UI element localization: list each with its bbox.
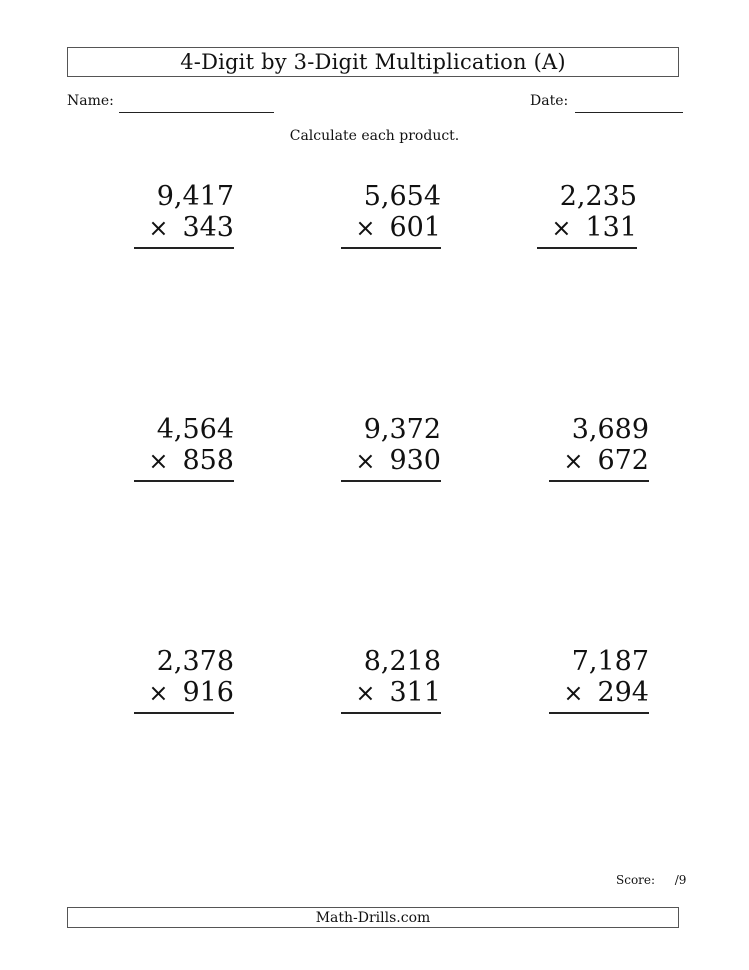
multiplier: 131	[585, 212, 637, 243]
problem-5	[331, 414, 441, 482]
multiplicand: 9,372	[363, 414, 441, 445]
answer-line[interactable]	[134, 247, 234, 249]
score-total: /9	[674, 873, 687, 887]
multiply-sign: ×	[148, 447, 169, 475]
name-field[interactable]	[119, 112, 274, 113]
multiplicand: 5,654	[363, 181, 441, 212]
multiply-sign: ×	[355, 447, 376, 475]
problem-7	[124, 646, 234, 714]
date-label: Date:	[530, 93, 569, 109]
answer-line[interactable]	[341, 247, 441, 249]
multiplier: 601	[389, 212, 441, 243]
answer-line[interactable]	[134, 480, 234, 482]
name-label: Name:	[67, 93, 114, 109]
multiplier: 930	[389, 445, 441, 476]
multiplicand: 8,218	[363, 646, 441, 677]
multiplier: 858	[182, 445, 234, 476]
answer-line[interactable]	[549, 480, 649, 482]
multiply-sign: ×	[148, 214, 169, 242]
multiplier: 294	[597, 677, 649, 708]
date-field[interactable]	[575, 112, 683, 113]
multiplicand: 2,378	[156, 646, 234, 677]
footer	[67, 907, 679, 928]
multiplicand: 4,564	[156, 414, 234, 445]
footer-text: Math-Drills.com	[315, 909, 431, 926]
multiply-sign: ×	[551, 214, 572, 242]
multiplier: 672	[597, 445, 649, 476]
problem-2	[331, 181, 441, 249]
problem-9	[539, 646, 649, 714]
answer-line[interactable]	[341, 480, 441, 482]
problem-1	[124, 181, 234, 249]
answer-line[interactable]	[537, 247, 637, 249]
worksheet-title-text: 4-Digit by 3-Digit Multiplication (A)	[180, 50, 566, 74]
multiplicand: 7,187	[571, 646, 649, 677]
score	[616, 873, 686, 887]
problem-4	[124, 414, 234, 482]
multiply-sign: ×	[563, 447, 584, 475]
answer-line[interactable]	[341, 712, 441, 714]
multiplier: 916	[182, 677, 234, 708]
multiplier: 343	[182, 212, 234, 243]
score-label: Score:	[616, 873, 656, 887]
problem-6	[539, 414, 649, 482]
multiplicand: 2,235	[559, 181, 637, 212]
answer-line[interactable]	[134, 712, 234, 714]
problem-8	[331, 646, 441, 714]
multiply-sign: ×	[563, 679, 584, 707]
problem-3	[527, 181, 637, 249]
multiplicand: 9,417	[156, 181, 234, 212]
multiplier: 311	[389, 677, 441, 708]
instructions: Calculate each product.	[289, 128, 460, 144]
multiply-sign: ×	[355, 214, 376, 242]
worksheet-title	[67, 47, 679, 77]
multiply-sign: ×	[148, 679, 169, 707]
multiply-sign: ×	[355, 679, 376, 707]
multiplicand: 3,689	[571, 414, 649, 445]
answer-line[interactable]	[549, 712, 649, 714]
